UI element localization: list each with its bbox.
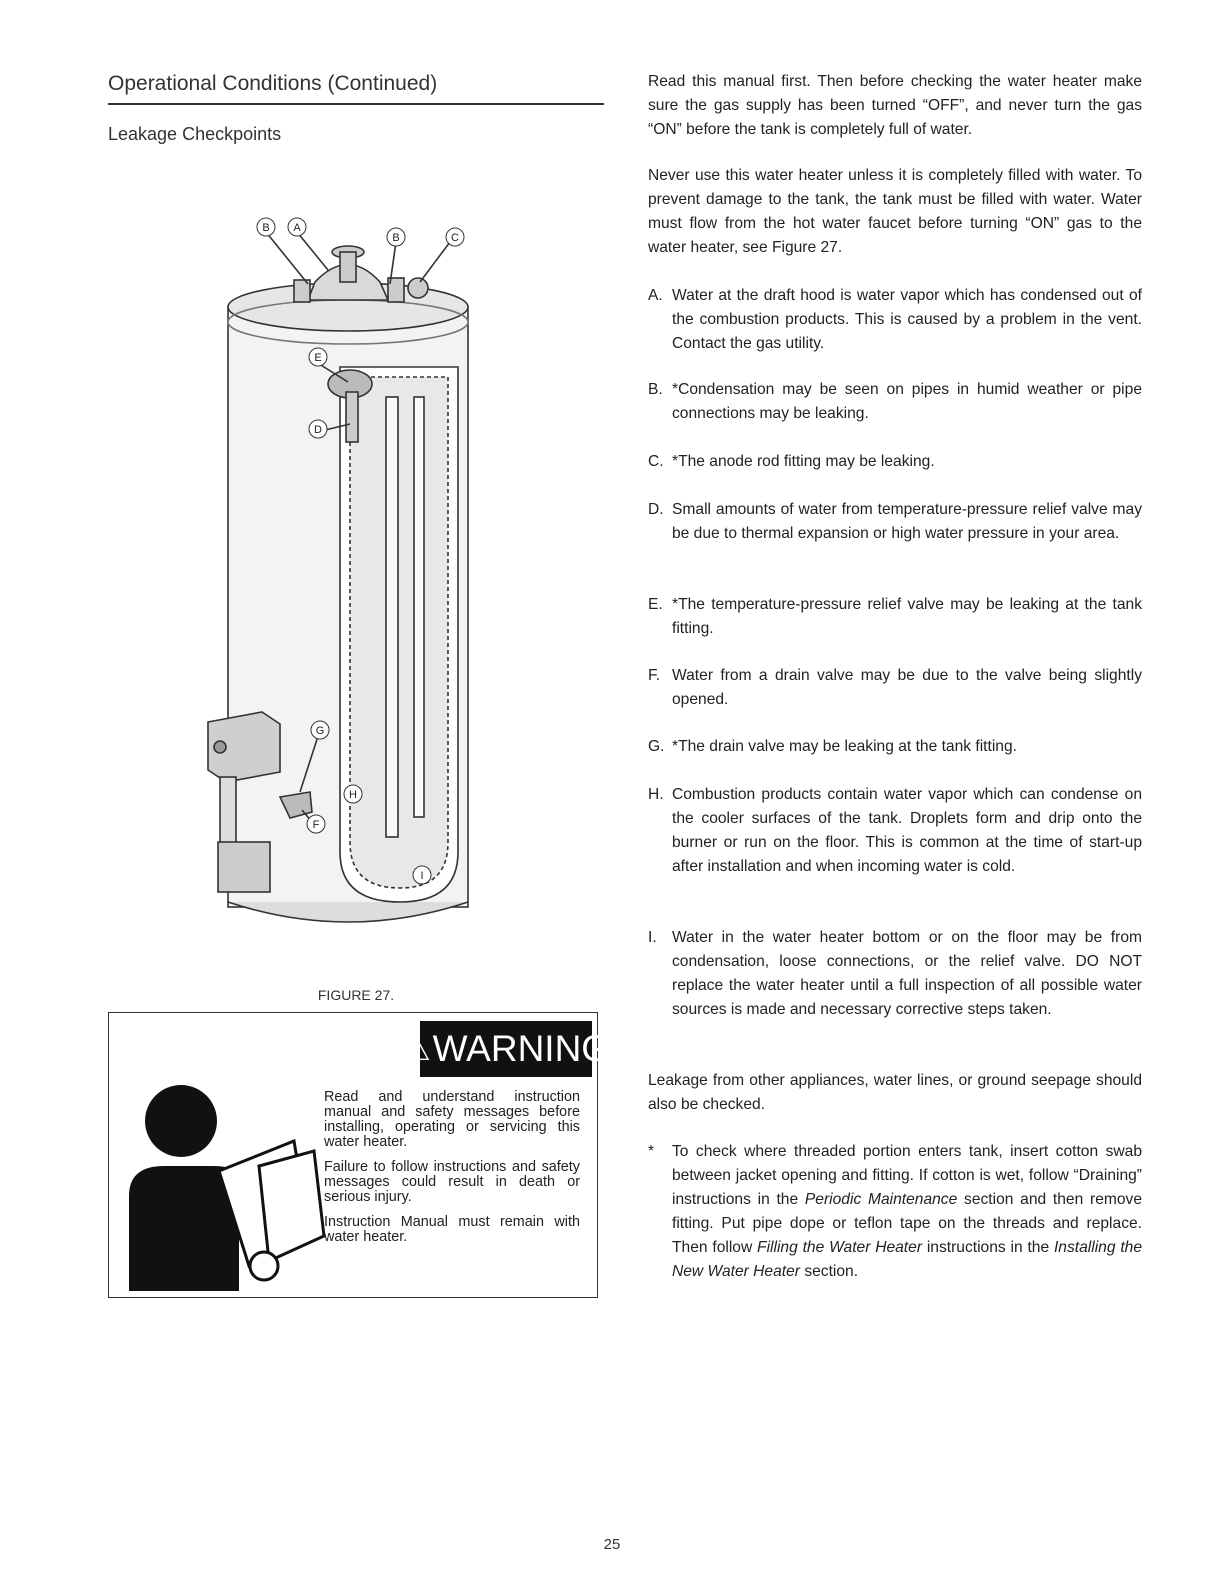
title-rule [108,103,604,105]
warning-triangle-icon: ⚠ [401,1031,431,1067]
warning-text [324,1090,580,1255]
callout-b1: B [262,222,270,234]
intro-paragraph-1: Read this manual first. Then before checking the water heater make sure the gas supply has been turned “OFF”, and never turn the gas “ON” before the tank is completely full of water. [648,73,1142,138]
page-number: 25 [603,1536,621,1553]
callout-f: F [312,819,320,831]
warning-paragraph: Instruction Manual must remain with water heater. [324,1214,580,1245]
other-leakage-note: Leakage from other appliances, water lines, or ground seepage should also be checked. [648,1072,1142,1113]
callout-e: E [314,352,322,364]
warning-banner [401,1021,611,1077]
callout-g: G [315,725,325,737]
warning-paragraph: Failure to follow instructions and safety messages could result in death or serious injury. [324,1159,580,1205]
callout-b2: B [392,232,400,244]
section-subtitle: Leakage Checkpoints [108,124,282,144]
water-heater-illustration [190,212,490,932]
warning-paragraph: Read and understand instruction manual and safety messages before installing, operating or servicing this water heater. [324,1089,580,1150]
intro-paragraph-2: Never use this water heater unless it is completely filled with water. To prevent damage to the tank, the tank must be filled with water. Water must flow from the hot water faucet before turning “ON” gas to the water heater, see Figure 27. [648,167,1142,256]
callout-a: A [293,222,301,234]
warning-banner-label: WARNING [432,1028,611,1069]
section-title: Operational Conditions (Continued) [108,72,438,95]
callout-d: D [314,424,322,436]
footnote-mark: * [648,1143,655,1160]
figure-caption: FIGURE 27. [317,987,395,1003]
callout-i: I [420,870,424,882]
callout-c: C [451,232,459,244]
callout-h: H [349,789,357,801]
